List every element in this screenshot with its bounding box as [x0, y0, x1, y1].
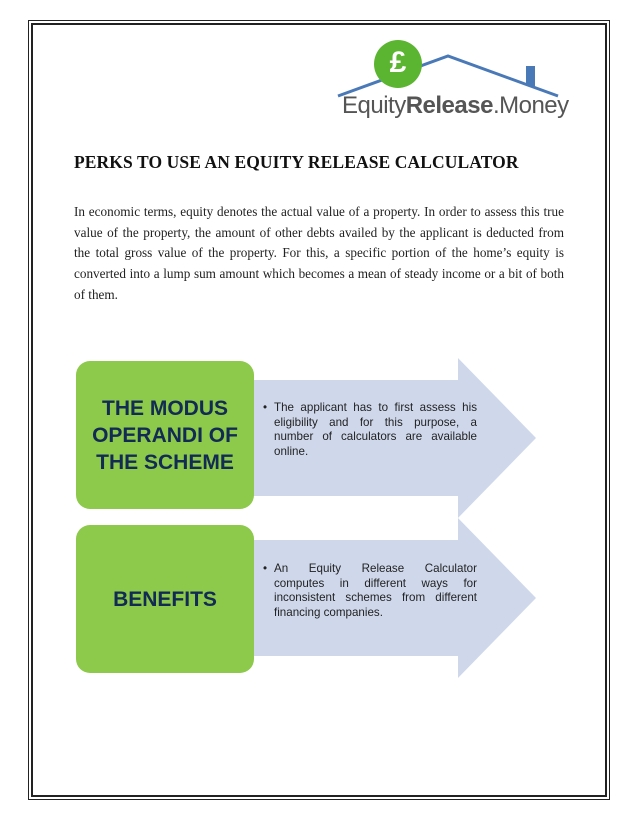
- intro-paragraph: In economic terms, equity denotes the actual value of a property. In order to assess this true value of the property, the amount of other debts availed by the applicant is deducted from the total gross value of the property. For this, a specific portion of the home’s equity is converted into a lump sum amount which becomes a mean of steady income or a bit of both of them.: [74, 204, 564, 302]
- diagram-box-modus-operandi: [76, 361, 254, 509]
- diagram-bullet-1: [263, 401, 477, 459]
- bullet-dot: •: [263, 401, 268, 414]
- diagram-bullet-2: [263, 562, 477, 620]
- page-heading: PERKS TO USE AN EQUITY RELEASE CALCULATOR: [74, 152, 519, 172]
- bullet-text: An Equity Release Calculator computes in different ways for inconsistent schemes from different financing companies.: [274, 562, 477, 619]
- box-title-line: BENEFITS: [113, 587, 217, 611]
- bullet-text: The applicant has to first assess his eligibility and for this purpose, a number of calculators are available online.: [274, 401, 477, 458]
- brand-part-money: .Money: [492, 92, 569, 119]
- brand-part-equity: Equity: [342, 92, 406, 119]
- pound-sign-icon: £: [389, 46, 407, 79]
- brand-name: [342, 92, 569, 120]
- process-diagram: [76, 358, 536, 678]
- box-title-line: OPERANDI OF: [92, 423, 238, 447]
- bullet-dot: •: [263, 562, 268, 575]
- box-title-line: THE SCHEME: [96, 450, 234, 474]
- brand-part-release: Release: [405, 92, 493, 119]
- diagram-box-benefits: [76, 525, 254, 673]
- box-title-line: THE MODUS: [102, 396, 228, 420]
